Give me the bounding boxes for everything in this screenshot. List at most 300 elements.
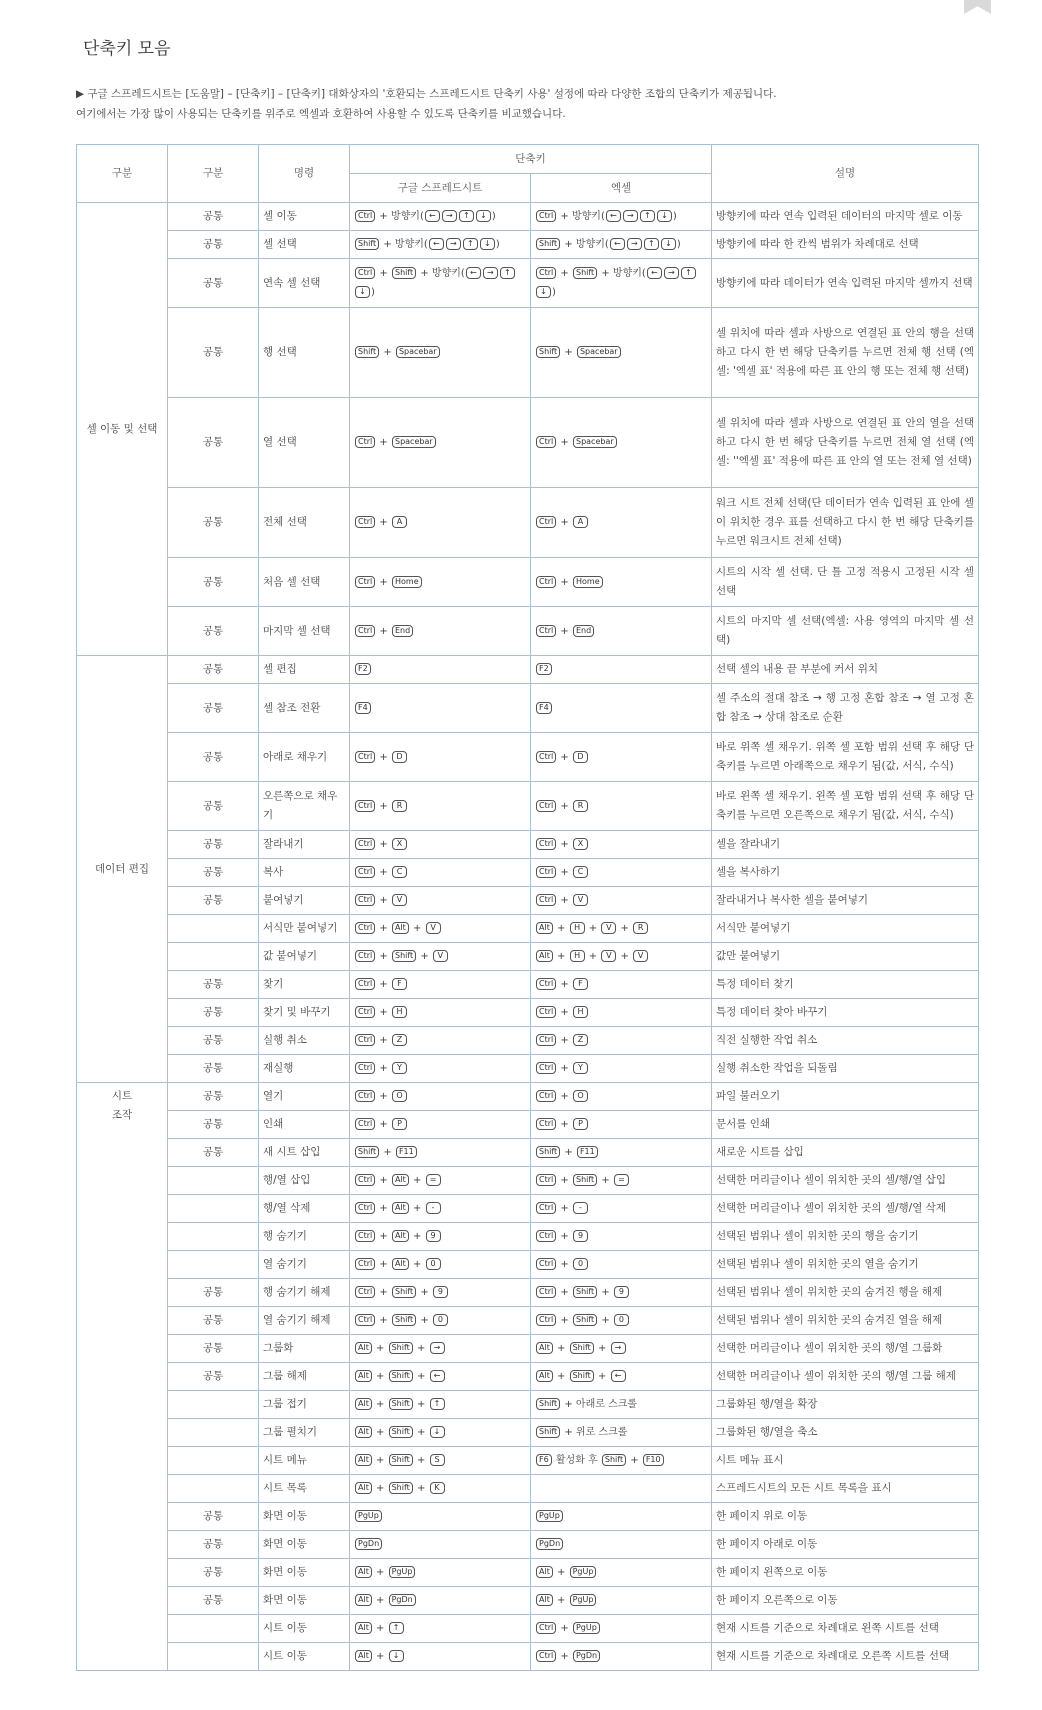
key-separator: + xyxy=(376,1007,391,1018)
header-description: 설명 xyxy=(712,145,979,203)
excel-shortcut-cell xyxy=(531,999,712,1027)
subcategory-cell xyxy=(168,1643,259,1671)
key-cap: F4 xyxy=(536,702,552,714)
key-cap: ↓ xyxy=(657,210,672,222)
key-cap: ← xyxy=(466,267,481,279)
description-cell: 선택된 범위나 셀이 위치한 곳의 열을 숨기기 xyxy=(712,1251,979,1279)
key-cap: → xyxy=(627,238,642,250)
key-cap: ↑ xyxy=(644,238,659,250)
key-cap: Shift xyxy=(389,1482,413,1494)
key-cap: F2 xyxy=(536,663,552,675)
subcategory-cell: 공통 xyxy=(168,887,259,915)
excel-shortcut-cell xyxy=(531,1307,712,1335)
key-cap: D xyxy=(573,751,588,763)
key-cap: S xyxy=(430,1454,445,1466)
key-cap: Ctrl xyxy=(355,751,375,763)
key-cap: Y xyxy=(573,1062,588,1074)
key-cap: Shift xyxy=(355,346,379,358)
google-shortcut-cell xyxy=(350,733,531,782)
excel-shortcut-cell xyxy=(531,231,712,259)
key-separator: + xyxy=(598,1315,613,1326)
key-cap: D xyxy=(392,751,407,763)
header-subcategory: 구분 xyxy=(168,145,259,203)
key-separator: + xyxy=(376,979,391,990)
key-cap: F6 xyxy=(536,1454,552,1466)
description-cell: 시트의 마지막 셀 선택(엑셀: 사용 영역의 마지막 셀 선택) xyxy=(712,607,979,656)
key-cap: PgUp xyxy=(389,1566,416,1578)
key-cap: X xyxy=(392,838,407,850)
google-shortcut-cell xyxy=(350,1251,531,1279)
key-separator: + xyxy=(409,1259,425,1270)
key-cap: → xyxy=(611,1342,626,1354)
key-cap: Ctrl xyxy=(355,516,375,528)
excel-shortcut-cell xyxy=(531,915,712,943)
excel-shortcut-cell xyxy=(531,1363,712,1391)
subcategory-cell xyxy=(168,1195,259,1223)
table-row xyxy=(77,656,979,684)
key-separator: + xyxy=(557,1287,572,1298)
excel-shortcut-cell xyxy=(531,684,712,733)
google-shortcut-cell xyxy=(350,308,531,398)
table-row xyxy=(77,1643,979,1671)
description-cell: 선택 셀의 내용 끝 부분에 커서 위치 xyxy=(712,656,979,684)
key-separator: + xyxy=(557,1063,572,1074)
key-cap: Alt xyxy=(536,1370,553,1382)
key-separator: + xyxy=(553,1567,569,1578)
table-row xyxy=(77,684,979,733)
key-cap: Alt xyxy=(392,922,409,934)
google-shortcut-cell xyxy=(350,915,531,943)
key-cap: - xyxy=(573,1202,588,1214)
key-cap: Ctrl xyxy=(536,1314,556,1326)
excel-shortcut-cell xyxy=(531,607,712,656)
subcategory-cell: 공통 xyxy=(168,831,259,859)
key-cap: Spacebar xyxy=(573,436,617,448)
key-cap: Ctrl xyxy=(536,1230,556,1242)
key-separator: ) xyxy=(676,239,681,250)
command-cell: 행 숨기기 xyxy=(259,1223,350,1251)
subcategory-cell: 공통 xyxy=(168,1055,259,1083)
description-cell: 워크 시트 전체 선택(단 데이터가 연속 입력된 표 안에 셀이 위치한 경우 표를 선택하고 다시 한 번 해당 단축키를 누르면 워크시트 전체 선택) xyxy=(712,488,979,558)
command-cell: 열 숨기기 해제 xyxy=(259,1307,350,1335)
table-row xyxy=(77,1307,979,1335)
key-cap: ↓ xyxy=(355,286,370,298)
intro-line: ▶ 구글 스프레드시트는 [도움말] – [단축키] – [단축키] 대화상자의 '호환되는 스프레드시트 단축키 사용' 설정에 따라 다양한 조합의 단축키가 제공됩니다. xyxy=(76,88,777,100)
command-cell: 아래로 채우기 xyxy=(259,733,350,782)
table-row xyxy=(77,1195,979,1223)
key-separator: + xyxy=(376,895,391,906)
key-separator: + xyxy=(409,1203,425,1214)
key-separator: + xyxy=(557,1651,572,1662)
key-separator: + xyxy=(376,1063,391,1074)
page-title: 단축키 모음 xyxy=(83,39,171,59)
key-separator: + 방향키( xyxy=(598,268,646,279)
intro-line: 여기에서는 가장 많이 사용되는 단축키를 위주로 엑셀과 호환하여 사용할 수 있도록 단축키를 비교했습니다. xyxy=(76,108,566,120)
key-cap: Shift xyxy=(573,267,597,279)
excel-shortcut-cell xyxy=(531,733,712,782)
subcategory-cell: 공통 xyxy=(168,782,259,831)
excel-shortcut-cell xyxy=(531,1027,712,1055)
subcategory-cell: 공통 xyxy=(168,1363,259,1391)
key-cap: Alt xyxy=(355,1594,372,1606)
google-shortcut-cell xyxy=(350,1559,531,1587)
key-cap: Alt xyxy=(355,1482,372,1494)
header-command: 명령 xyxy=(259,145,350,203)
bookmark-icon[interactable] xyxy=(964,0,991,14)
key-cap: Y xyxy=(392,1062,407,1074)
key-separator: + xyxy=(557,800,572,812)
excel-shortcut-cell xyxy=(531,558,712,607)
subcategory-cell: 공통 xyxy=(168,971,259,999)
subcategory-cell: 공통 xyxy=(168,733,259,782)
key-separator: + xyxy=(557,1231,572,1242)
google-shortcut-cell xyxy=(350,1139,531,1167)
key-cap: R xyxy=(392,800,407,812)
key-separator: + 방향키( xyxy=(380,239,428,250)
subcategory-cell: 공통 xyxy=(168,398,259,488)
key-cap: Ctrl xyxy=(536,1622,556,1634)
table-row xyxy=(77,1139,979,1167)
description-cell: 한 페이지 왼쪽으로 이동 xyxy=(712,1559,979,1587)
key-cap: Ctrl xyxy=(355,1174,375,1186)
key-cap: ↓ xyxy=(480,238,495,250)
key-separator: + xyxy=(372,1371,388,1382)
excel-shortcut-cell xyxy=(531,831,712,859)
key-cap: ← xyxy=(606,210,621,222)
subcategory-cell: 공통 xyxy=(168,999,259,1027)
key-separator: + 아래로 스크롤 xyxy=(561,1399,638,1410)
key-cap: V xyxy=(601,950,616,962)
command-cell: 그룹 펼치기 xyxy=(259,1419,350,1447)
google-shortcut-cell xyxy=(350,943,531,971)
key-separator: + xyxy=(376,800,391,812)
excel-shortcut-cell xyxy=(531,1251,712,1279)
description-cell: 셀 위치에 따라 셀과 사방으로 연결된 표 안의 열을 선택하고 다시 한 번 해당 단축키를 누르면 전체 열 선택 (엑셀: ''엑셀 표' 적용에 따른 표 안의 열 또는 전체 열 선택) xyxy=(712,398,979,488)
description-cell: 현재 시트를 기준으로 차례대로 오른쪽 시트를 선택 xyxy=(712,1643,979,1671)
key-separator: + xyxy=(557,1315,572,1326)
header-shortcut: 단축키 xyxy=(350,145,712,174)
key-cap: Ctrl xyxy=(355,1006,375,1018)
key-separator: + xyxy=(561,347,576,358)
google-shortcut-cell xyxy=(350,203,531,231)
key-cap: Ctrl xyxy=(536,1650,556,1662)
google-shortcut-cell xyxy=(350,1363,531,1391)
command-cell: 행 숨기기 해제 xyxy=(259,1279,350,1307)
key-cap: K xyxy=(430,1482,445,1494)
key-separator: + xyxy=(413,1371,429,1382)
subcategory-cell: 공통 xyxy=(168,1335,259,1363)
description-cell: 시트 메뉴 표시 xyxy=(712,1447,979,1475)
command-cell: 셀 이동 xyxy=(259,203,350,231)
excel-shortcut-cell xyxy=(531,1055,712,1083)
key-separator: + xyxy=(376,1091,391,1102)
key-cap: Ctrl xyxy=(355,1090,375,1102)
google-shortcut-cell xyxy=(350,1391,531,1419)
google-shortcut-cell xyxy=(350,859,531,887)
command-cell: 찾기 xyxy=(259,971,350,999)
key-cap: Ctrl xyxy=(536,516,556,528)
table-row xyxy=(77,1083,979,1111)
key-cap: Shift xyxy=(389,1454,413,1466)
table-row xyxy=(77,1111,979,1139)
command-cell: 행 선택 xyxy=(259,308,350,398)
subcategory-cell xyxy=(168,1251,259,1279)
command-cell: 인쇄 xyxy=(259,1111,350,1139)
key-separator: 활성화 후 xyxy=(552,1455,601,1466)
google-shortcut-cell xyxy=(350,1643,531,1671)
command-cell: 잘라내기 xyxy=(259,831,350,859)
table-row xyxy=(77,1587,979,1615)
google-shortcut-cell xyxy=(350,488,531,558)
command-cell: 열 선택 xyxy=(259,398,350,488)
key-cap: Alt xyxy=(392,1174,409,1186)
key-cap: C xyxy=(392,866,407,878)
key-cap: ↓ xyxy=(430,1426,445,1438)
google-shortcut-cell xyxy=(350,1447,531,1475)
key-cap: R xyxy=(633,922,648,934)
google-shortcut-cell xyxy=(350,1307,531,1335)
key-separator: + xyxy=(553,1595,569,1606)
key-cap: → xyxy=(664,267,679,279)
description-cell: 문서를 인쇄 xyxy=(712,1111,979,1139)
category-cell: 시트 조작 xyxy=(77,1083,168,1671)
subcategory-cell: 공통 xyxy=(168,558,259,607)
key-cap: Ctrl xyxy=(355,922,375,934)
table-row xyxy=(77,488,979,558)
command-cell: 화면 이동 xyxy=(259,1559,350,1587)
key-separator: + xyxy=(376,1315,391,1326)
table-row xyxy=(77,259,979,308)
header-excel: 엑셀 xyxy=(531,174,712,203)
table-row xyxy=(77,1531,979,1559)
key-separator: + xyxy=(413,1399,429,1410)
key-cap: Shift xyxy=(355,1146,379,1158)
key-cap: A xyxy=(573,516,588,528)
description-cell: 그룹화된 행/열을 확장 xyxy=(712,1391,979,1419)
key-cap: Alt xyxy=(536,922,553,934)
key-cap: PgUp xyxy=(536,1510,563,1522)
key-separator: + xyxy=(557,839,572,850)
excel-shortcut-cell xyxy=(531,1615,712,1643)
key-separator: + xyxy=(417,1287,432,1298)
key-cap: → xyxy=(430,1342,445,1354)
description-cell: 선택한 머리글이나 셀이 위치한 곳의 셀/행/열 삽입 xyxy=(712,1167,979,1195)
google-shortcut-cell xyxy=(350,887,531,915)
google-shortcut-cell xyxy=(350,398,531,488)
key-cap: Shift xyxy=(536,1146,560,1158)
key-cap: - xyxy=(426,1202,441,1214)
key-separator: + xyxy=(372,1427,388,1438)
excel-shortcut-cell xyxy=(531,971,712,999)
google-shortcut-cell xyxy=(350,1335,531,1363)
excel-shortcut-cell xyxy=(531,1335,712,1363)
command-cell: 값 붙여넣기 xyxy=(259,943,350,971)
google-shortcut-cell xyxy=(350,1167,531,1195)
google-shortcut-cell xyxy=(350,1475,531,1503)
table-row xyxy=(77,831,979,859)
key-cap: Shift xyxy=(389,1370,413,1382)
key-separator: + xyxy=(598,1287,613,1298)
google-shortcut-cell xyxy=(350,259,531,308)
subcategory-cell: 공통 xyxy=(168,656,259,684)
google-shortcut-cell xyxy=(350,1027,531,1055)
key-cap: Ctrl xyxy=(536,1118,556,1130)
key-separator: + xyxy=(553,923,569,934)
key-cap: Alt xyxy=(392,1230,409,1242)
subcategory-cell xyxy=(168,1447,259,1475)
key-cap: Ctrl xyxy=(355,267,375,279)
command-cell: 열기 xyxy=(259,1083,350,1111)
key-cap: Ctrl xyxy=(536,436,556,448)
key-cap: Alt xyxy=(355,1342,372,1354)
description-cell: 파일 불러오기 xyxy=(712,1083,979,1111)
excel-shortcut-cell xyxy=(531,1223,712,1251)
key-cap: Ctrl xyxy=(355,576,375,588)
key-cap: Alt xyxy=(392,1202,409,1214)
command-cell: 열 숨기기 xyxy=(259,1251,350,1279)
excel-shortcut-cell xyxy=(531,488,712,558)
key-cap: ↑ xyxy=(463,238,478,250)
subcategory-cell xyxy=(168,943,259,971)
subcategory-cell: 공통 xyxy=(168,684,259,733)
google-shortcut-cell xyxy=(350,1419,531,1447)
table-row xyxy=(77,782,979,831)
excel-shortcut-cell xyxy=(531,1279,712,1307)
key-cap: Alt xyxy=(355,1398,372,1410)
key-cap: Shift xyxy=(536,1398,560,1410)
google-shortcut-cell xyxy=(350,782,531,831)
key-cap: Ctrl xyxy=(355,894,375,906)
command-cell: 시트 이동 xyxy=(259,1615,350,1643)
key-separator: + xyxy=(413,1483,429,1494)
key-separator: ) xyxy=(491,211,496,222)
key-cap: ↑ xyxy=(500,267,515,279)
key-cap: Ctrl xyxy=(536,866,556,878)
command-cell: 오른쪽으로 채우기 xyxy=(259,782,350,831)
key-cap: Home xyxy=(392,576,422,588)
description-cell: 새로운 시트를 삽입 xyxy=(712,1139,979,1167)
excel-shortcut-cell xyxy=(531,1083,712,1111)
key-cap: H xyxy=(392,1006,407,1018)
subcategory-cell xyxy=(168,1615,259,1643)
excel-shortcut-cell xyxy=(531,1503,712,1531)
key-cap: Shift xyxy=(392,267,416,279)
key-separator: + xyxy=(376,923,391,934)
table-row xyxy=(77,203,979,231)
subcategory-cell: 공통 xyxy=(168,1503,259,1531)
key-cap: Ctrl xyxy=(536,978,556,990)
table-row xyxy=(77,1447,979,1475)
key-cap: End xyxy=(573,625,594,637)
excel-shortcut-cell xyxy=(531,1139,712,1167)
key-cap: 0 xyxy=(573,1258,588,1270)
command-cell: 셀 참조 전환 xyxy=(259,684,350,733)
command-cell: 화면 이동 xyxy=(259,1503,350,1531)
key-cap: Ctrl xyxy=(355,625,375,637)
key-cap: ↑ xyxy=(430,1398,445,1410)
subcategory-cell xyxy=(168,1475,259,1503)
excel-shortcut-cell xyxy=(531,1643,712,1671)
table-row xyxy=(77,231,979,259)
subcategory-cell xyxy=(168,1223,259,1251)
key-separator: + xyxy=(557,517,572,528)
key-cap: F10 xyxy=(643,1454,664,1466)
key-cap: Shift xyxy=(570,1342,594,1354)
key-cap: Shift xyxy=(392,1286,416,1298)
subcategory-cell: 공통 xyxy=(168,231,259,259)
google-shortcut-cell xyxy=(350,607,531,656)
table-row xyxy=(77,733,979,782)
key-separator: + 방향키( xyxy=(557,211,605,222)
subcategory-cell: 공통 xyxy=(168,1111,259,1139)
key-cap: X xyxy=(573,838,588,850)
command-cell: 처음 셀 선택 xyxy=(259,558,350,607)
key-cap: PgUp xyxy=(573,1622,600,1634)
key-cap: F11 xyxy=(396,1146,417,1158)
key-separator: + xyxy=(376,268,391,279)
table-row xyxy=(77,1503,979,1531)
key-cap: Ctrl xyxy=(536,894,556,906)
key-separator: + xyxy=(417,1315,432,1326)
command-cell: 실행 취소 xyxy=(259,1027,350,1055)
key-cap: Ctrl xyxy=(355,1258,375,1270)
key-cap: F2 xyxy=(355,663,371,675)
key-separator: + xyxy=(376,625,391,637)
google-shortcut-cell xyxy=(350,831,531,859)
key-separator: + xyxy=(380,1147,395,1158)
description-cell: 스프레드시트의 모든 시트 목록을 표시 xyxy=(712,1475,979,1503)
subcategory-cell: 공통 xyxy=(168,1559,259,1587)
key-cap: Spacebar xyxy=(577,346,621,358)
key-cap: Ctrl xyxy=(355,1230,375,1242)
key-separator: + xyxy=(617,923,633,934)
table-row xyxy=(77,1391,979,1419)
key-cap: ← xyxy=(430,1370,445,1382)
google-shortcut-cell xyxy=(350,684,531,733)
key-cap: Ctrl xyxy=(536,1090,556,1102)
excel-shortcut-cell xyxy=(531,943,712,971)
subcategory-cell: 공통 xyxy=(168,259,259,308)
key-cap: PgUp xyxy=(570,1566,597,1578)
table-row xyxy=(77,1027,979,1055)
key-cap: ← xyxy=(610,238,625,250)
subcategory-cell xyxy=(168,915,259,943)
excel-shortcut-cell xyxy=(531,1559,712,1587)
key-cap: → xyxy=(442,210,457,222)
key-cap: PgUp xyxy=(570,1594,597,1606)
description-cell: 셀을 복사하기 xyxy=(712,859,979,887)
command-cell: 붙여넣기 xyxy=(259,887,350,915)
key-cap: Ctrl xyxy=(355,1034,375,1046)
table-body xyxy=(77,203,979,1671)
table-row xyxy=(77,1279,979,1307)
subcategory-cell: 공통 xyxy=(168,1139,259,1167)
key-separator: + 위로 스크롤 xyxy=(561,1427,628,1438)
key-cap: Shift xyxy=(573,1174,597,1186)
key-cap: Z xyxy=(392,1034,407,1046)
excel-shortcut-cell xyxy=(531,1111,712,1139)
command-cell: 행/열 삽입 xyxy=(259,1167,350,1195)
key-cap: P xyxy=(573,1118,588,1130)
key-cap: V xyxy=(433,950,448,962)
key-cap: 0 xyxy=(433,1314,448,1326)
key-separator: + xyxy=(376,576,391,588)
table-row xyxy=(77,1615,979,1643)
description-cell: 잘라내거나 복사한 셀을 붙여넣기 xyxy=(712,887,979,915)
key-cap: Ctrl xyxy=(536,1062,556,1074)
key-cap: Shift xyxy=(573,1286,597,1298)
key-separator: + xyxy=(585,951,601,962)
